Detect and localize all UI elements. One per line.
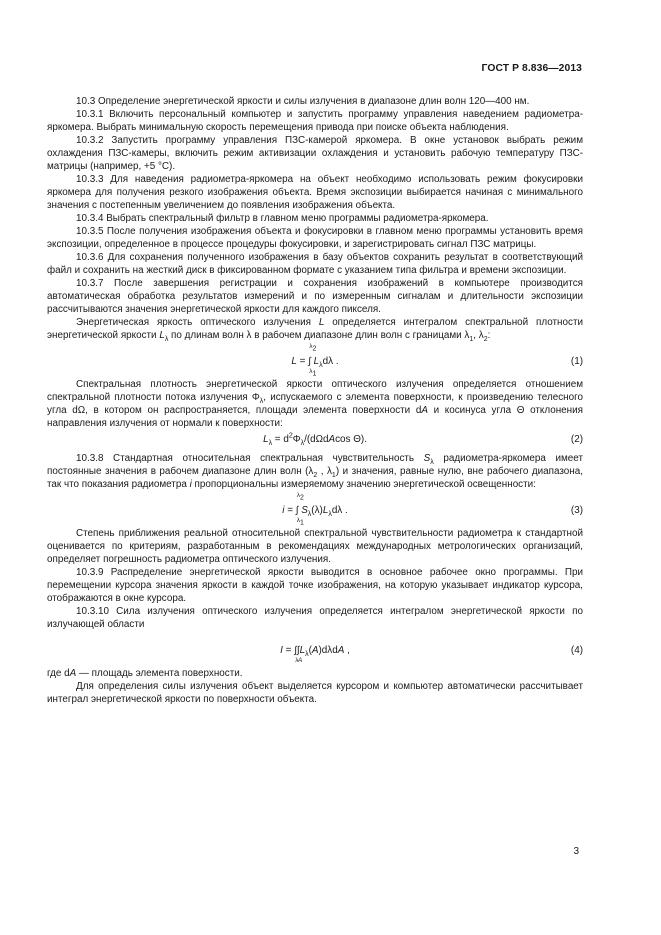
formula-1-expression: L = ∫ $\lambda_2$ $\lambda_1$ $L_\lambda d\lambda$ . — [291, 343, 339, 378]
formula-1 — [47, 344, 583, 376]
body-text — [47, 95, 583, 706]
formula-4-expression: I = ∫ λ ∫ A $L_\lambda(A)d\lambda dA$ , — [280, 645, 350, 664]
paragraph-spectral-density: Спектральная плотность энергетической яркости оптического излучения определяется отношением спектральной плотности потока излучения $\Phi_\lambda$, испускаемого с элемента поверхности, к произведению телесного угла dΩ, в котором он распространяется, площади элемента поверхности dA и косинуса угла Θ отклонения направления излучения от нормали к поверхности: — [47, 379, 583, 429]
formula-4 — [47, 633, 583, 665]
page-number: 3 — [573, 846, 579, 857]
paragraph-10-3-7: 10.3.7 После завершения регистрации и сохранения изображений в компьютере производится автоматическая обработка результатов измерений и по измеренным сигналам и длительности экспозиции рассчитываются значения энергетической яркости для каждого пикселя. — [47, 278, 583, 315]
paragraph-10-3-5: 10.3.5 После получения изображения объекта и фокусировки в главном меню программы установить время экспозиции, определенное в процессе процедуры фокусировки, и зарегистрировать сигнал ПЗС матрицы. — [47, 226, 583, 250]
paragraph-10-3-10: 10.3.10 Сила излучения оптического излучения определяется интегралом энергетической яркости по излучающей области — [47, 606, 583, 630]
formula-2-number: (2) — [570, 434, 583, 445]
formula-2-expression: $L_\lambda = d^2\Phi_\lambda/(d\Omega dAcos$ Θ). — [263, 432, 367, 447]
paragraph-10-3-8: 10.3.8 Стандартная относительная спектральная чувствительность $S_\lambda$ радиометра-яркомера имеет постоянные значения в рабочем диапазоне длин волн ($\lambda_2$ , $\lambda_1$) и значения, равные нулю, вне рабочего диапазона, так что показания радиометра i пропорциональны измеряемому значению энергетической освещенности: — [47, 453, 583, 490]
formula-2 — [47, 432, 583, 448]
paragraph-10-3-1: 10.3.1 Включить персональный компьютер и запустить программу управления наведением радиометра-яркомера. Выбрать минимальную скорость перемещения привода при поиске объекта наблюдения. — [47, 109, 583, 133]
paragraph-where: где dA — площадь элемента поверхности. — [47, 668, 243, 679]
paragraph-10-3-3: 10.3.3 Для наведения радиометра-яркомера на объект необходимо использовать режим фокусировки яркомера для получения резкого изображения объекта. Время экспозиции выбирается начиная с минимального значения с постепенным увеличением до появления изображения объекта. — [47, 174, 583, 211]
formula-3 — [47, 493, 583, 525]
formula-3-number: (3) — [570, 505, 583, 516]
paragraph-10-3-6: 10.3.6 Для сохранения полученного изображения в базу объектов сохранить результат в соответствующий файл и сохранить на жесткий диск в фиксированном формате с указанием типа фильтра и времени экспозиции. — [47, 252, 583, 276]
paragraph-10-3: 10.3 Определение энергетической яркости и силы излучения в диапазоне длин волн 120—400 нм. — [76, 96, 530, 107]
standard-header: ГОСТ Р 8.836—2013 — [481, 63, 582, 74]
paragraph-10-3-9: 10.3.9 Распределение энергетической яркости выводится в основное рабочее окно программы. При перемещении курсора значения яркости в каждой точке изображения, на которую указывает индикатор курсора, отображаются в окне курсора. — [47, 567, 583, 604]
paragraph-10-3-4: 10.3.4 Выбрать спектральный фильтр в главном меню программы радиометра-яркомера. — [76, 213, 489, 224]
paragraph-intensity-calc: Для определения силы излучения объект выделяется курсором и компьютер автоматически рассчитывает интеграл энергетической яркости по поверхности объекта. — [47, 681, 583, 705]
formula-3-expression: i = ∫ $\lambda_2$ $\lambda_1$ $S_\lambda(\lambda)L_\lambda d\lambda$ . — [282, 492, 348, 527]
paragraph-radiance-definition: Энергетическая яркость оптического излучения L определяется интегралом спектральной плотности энергетической яркости $L_\lambda$ по длинам волн λ в рабочем диапазоне длин волн с границами $\lambda_1$, $\lambda_2$: — [47, 317, 583, 343]
formula-1-number: (1) — [570, 356, 583, 367]
paragraph-approximation: Степень приближения реальной относительной спектральной чувствительности радиометра к стандартной оценивается по критериям, разработанным в рекомендациях международных метрологических организаций, определяет погрешность радиометра оптического излучения. — [47, 528, 583, 565]
formula-4-number: (4) — [570, 645, 583, 656]
paragraph-10-3-2: 10.3.2 Запустить программу управления ПЗС-камерой яркомера. В окне установок выбрать режим охлаждения ПЗС-камеры, включить режим активизации охлаждения и установить рабочую температуру ПЗС-матрицы (например, +5 °С). — [47, 135, 583, 172]
